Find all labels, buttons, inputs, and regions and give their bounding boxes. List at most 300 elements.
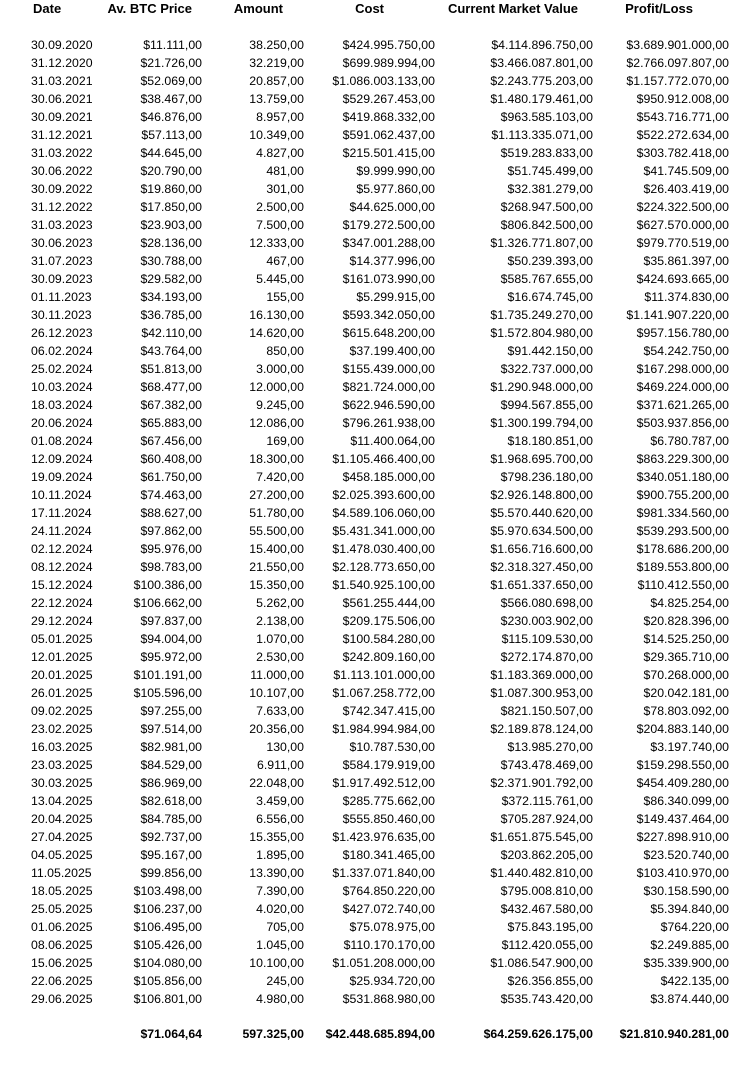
profit-loss-cell: $189.553.800,00 xyxy=(636,560,729,574)
market-value-cell: $1.968.695.700,00 xyxy=(490,452,593,466)
price-cell: $106.662,00 xyxy=(133,596,202,610)
market-value-cell: $91.442.150,00 xyxy=(507,344,593,358)
date-cell: 30.03.2025 xyxy=(31,776,93,790)
amount-cell: 850,00 xyxy=(266,344,304,358)
date-cell: 30.09.2023 xyxy=(31,272,93,286)
cost-cell: $215.501.415,00 xyxy=(342,146,435,160)
price-cell: $105.426,00 xyxy=(133,938,202,952)
amount-cell: 2.500,00 xyxy=(256,200,304,214)
date-cell: 12.01.2025 xyxy=(31,650,93,664)
date-cell: 25.02.2024 xyxy=(31,362,93,376)
price-cell: $52.069,00 xyxy=(140,74,202,88)
market-value-cell: $230.003.902,00 xyxy=(500,614,593,628)
table-row xyxy=(0,288,731,306)
price-cell: $97.837,00 xyxy=(140,614,202,628)
amount-cell: 7.390,00 xyxy=(256,884,304,898)
date-cell: 30.06.2023 xyxy=(31,236,93,250)
table-row xyxy=(0,684,731,702)
cost-cell: $155.439.000,00 xyxy=(342,362,435,376)
price-cell: $97.862,00 xyxy=(140,524,202,538)
market-value-cell: $51.745.499,00 xyxy=(507,164,593,178)
cost-cell: $424.995.750,00 xyxy=(342,38,435,52)
date-cell: 26.01.2025 xyxy=(31,686,93,700)
market-value-cell: $1.290.948.000,00 xyxy=(490,380,593,394)
profit-loss-cell: $764.220,00 xyxy=(660,920,729,934)
profit-loss-cell: $14.525.250,00 xyxy=(643,632,729,646)
table-row xyxy=(0,648,731,666)
price-cell: $104.080,00 xyxy=(133,956,202,970)
profit-loss-cell: $11.374.830,00 xyxy=(644,290,729,304)
table-row xyxy=(0,702,731,720)
cost-cell: $1.423.976.635,00 xyxy=(332,830,435,844)
amount-cell: 7.633,00 xyxy=(256,704,304,718)
price-cell: $29.582,00 xyxy=(140,272,202,286)
table-row xyxy=(0,936,731,954)
cost-cell: $584.179.919,00 xyxy=(342,758,435,772)
header-row xyxy=(0,0,731,18)
profit-loss-cell: $20.042.181,00 xyxy=(643,686,729,700)
amount-cell: 12.086,00 xyxy=(249,416,304,430)
profit-loss-cell: $3.874.440,00 xyxy=(650,992,729,1006)
amount-cell: 13.390,00 xyxy=(249,866,304,880)
table-row xyxy=(0,54,731,72)
price-cell: $42.110,00 xyxy=(141,326,202,340)
market-value-cell: $3.466.087.801,00 xyxy=(490,56,593,70)
amount-cell: 11.000,00 xyxy=(250,668,304,682)
table-row xyxy=(0,144,731,162)
price-cell: $82.981,00 xyxy=(140,740,202,754)
price-cell: $106.801,00 xyxy=(133,992,202,1006)
price-cell: $86.969,00 xyxy=(140,776,202,790)
date-cell: 30.06.2021 xyxy=(31,92,93,106)
price-cell: $67.456,00 xyxy=(140,434,202,448)
profit-loss-cell: $227.898.910,00 xyxy=(636,830,729,844)
cost-cell: $209.175.506,00 xyxy=(342,614,435,628)
table-row xyxy=(0,774,731,792)
date-cell: 08.12.2024 xyxy=(31,560,93,574)
price-cell: $46.876,00 xyxy=(140,110,202,124)
profit-loss-cell: $4.825.254,00 xyxy=(650,596,729,610)
market-value-cell: $2.189.878.124,00 xyxy=(490,722,593,736)
amount-cell: 15.350,00 xyxy=(249,578,304,592)
profit-loss-cell: $469.224.000,00 xyxy=(636,380,729,394)
table-row xyxy=(0,432,731,450)
profit-loss-cell: $29.365.710,00 xyxy=(643,650,729,664)
cost-cell: $25.934.720,00 xyxy=(349,974,435,988)
price-cell: $95.167,00 xyxy=(140,848,202,862)
amount-cell: 155,00 xyxy=(266,290,304,304)
cost-cell: $14.377.996,00 xyxy=(349,254,435,268)
date-cell: 30.11.2023 xyxy=(31,308,92,322)
cost-cell: $1.917.492.512,00 xyxy=(332,776,435,790)
amount-cell: 18.300,00 xyxy=(249,452,304,466)
date-cell: 22.06.2025 xyxy=(31,974,93,988)
amount-cell: 20.356,00 xyxy=(249,722,304,736)
date-cell: 30.09.2021 xyxy=(31,110,93,124)
cost-cell: $179.272.500,00 xyxy=(342,218,435,232)
total-price: $71.064,64 xyxy=(140,1027,202,1041)
profit-loss-cell: $35.861.397,00 xyxy=(643,254,729,268)
profit-loss-cell: $2.766.097.807,00 xyxy=(626,56,729,70)
price-cell: $28.136,00 xyxy=(140,236,202,250)
table-row xyxy=(0,558,731,576)
date-cell: 17.11.2024 xyxy=(31,506,92,520)
cost-cell: $5.299.915,00 xyxy=(356,290,435,304)
profit-loss-cell: $422.135,00 xyxy=(660,974,729,988)
table-row xyxy=(0,846,731,864)
profit-loss-cell: $110.412.550,00 xyxy=(637,578,729,592)
market-value-cell: $26.356.855,00 xyxy=(507,974,593,988)
market-value-cell: $4.114.896.750,00 xyxy=(491,38,593,52)
price-cell: $43.764,00 xyxy=(140,344,202,358)
date-cell: 29.12.2024 xyxy=(31,614,93,628)
profit-loss-cell: $167.298.000,00 xyxy=(636,362,729,376)
table-row xyxy=(0,324,731,342)
market-value-cell: $1.087.300.953,00 xyxy=(490,686,593,700)
market-value-cell: $705.287.924,00 xyxy=(500,812,593,826)
amount-cell: 169,00 xyxy=(266,434,304,448)
profit-loss-cell: $303.782.418,00 xyxy=(636,146,729,160)
table-row xyxy=(0,630,731,648)
table-row xyxy=(0,792,731,810)
profit-loss-cell: $20.828.396,00 xyxy=(643,614,729,628)
cost-cell: $100.584.280,00 xyxy=(342,632,435,646)
table-row xyxy=(0,126,731,144)
price-cell: $106.237,00 xyxy=(133,902,202,916)
amount-cell: 6.556,00 xyxy=(256,812,304,826)
cost-cell: $615.648.200,00 xyxy=(342,326,435,340)
amount-cell: 1.895,00 xyxy=(256,848,304,862)
price-cell: $84.785,00 xyxy=(140,812,202,826)
table-row xyxy=(0,900,731,918)
amount-cell: 22.048,00 xyxy=(249,776,304,790)
profit-loss-cell: $5.394.840,00 xyxy=(650,902,729,916)
market-value-cell: $795.008.810,00 xyxy=(500,884,593,898)
price-cell: $98.783,00 xyxy=(140,560,202,574)
profit-loss-cell: $979.770.519,00 xyxy=(636,236,729,250)
cost-cell: $699.989.994,00 xyxy=(342,56,435,70)
cost-cell: $1.478.030.400,00 xyxy=(332,542,435,556)
table-row xyxy=(0,864,731,882)
profit-loss-cell: $340.051.180,00 xyxy=(636,470,729,484)
total-amount: 597.325,00 xyxy=(242,1027,304,1041)
cost-cell: $4.589.106.060,00 xyxy=(332,506,435,520)
amount-cell: 7.420,00 xyxy=(256,470,304,484)
profit-loss-cell: $957.156.780,00 xyxy=(636,326,729,340)
table-row xyxy=(0,162,731,180)
amount-cell: 3.000,00 xyxy=(256,362,304,376)
table-row xyxy=(0,36,731,54)
price-cell: $38.467,00 xyxy=(140,92,202,106)
profit-loss-cell: $1.157.772.070,00 xyxy=(626,74,729,88)
amount-cell: 13.759,00 xyxy=(249,92,304,106)
price-cell: $19.860,00 xyxy=(140,182,202,196)
cost-cell: $1.540.925.100,00 xyxy=(332,578,435,592)
market-value-cell: $432.467.580,00 xyxy=(500,902,593,916)
date-cell: 01.08.2024 xyxy=(31,434,93,448)
price-cell: $101.191,00 xyxy=(133,668,202,682)
amount-cell: 15.400,00 xyxy=(249,542,304,556)
price-cell: $67.382,00 xyxy=(140,398,202,412)
amount-cell: 14.620,00 xyxy=(249,326,304,340)
profit-loss-cell: $86.340.099,00 xyxy=(643,794,729,808)
cost-cell: $5.431.341.000,00 xyxy=(332,524,435,538)
market-value-cell: $1.326.771.807,00 xyxy=(490,236,593,250)
market-value-cell: $5.970.634.500,00 xyxy=(490,524,593,538)
price-cell: $105.596,00 xyxy=(133,686,202,700)
table-row xyxy=(0,108,731,126)
profit-loss-cell: $503.937.856,00 xyxy=(636,416,729,430)
date-cell: 18.05.2025 xyxy=(31,884,93,898)
profit-loss-cell: $981.334.560,00 xyxy=(636,506,729,520)
table-row xyxy=(0,666,731,684)
price-cell: $21.726,00 xyxy=(140,56,202,70)
header-spacer xyxy=(0,18,731,36)
table-body xyxy=(0,36,731,1008)
market-value-cell: $1.480.179.461,00 xyxy=(490,92,593,106)
date-cell: 30.09.2020 xyxy=(31,38,93,52)
table-row xyxy=(0,252,731,270)
table-row xyxy=(0,396,731,414)
date-cell: 11.05.2025 xyxy=(31,866,92,880)
cost-cell: $764.850.220,00 xyxy=(342,884,435,898)
date-cell: 04.05.2025 xyxy=(31,848,93,862)
market-value-cell: $203.862.205,00 xyxy=(500,848,593,862)
table-row xyxy=(0,90,731,108)
table-row xyxy=(0,414,731,432)
market-value-cell: $1.651.337.650,00 xyxy=(490,578,593,592)
amount-cell: 10.349,00 xyxy=(249,128,304,142)
cost-cell: $1.337.071.840,00 xyxy=(332,866,435,880)
profit-loss-cell: $900.755.200,00 xyxy=(636,488,729,502)
profit-loss-cell: $454.409.280,00 xyxy=(636,776,729,790)
profit-loss-cell: $70.268.000,00 xyxy=(643,668,729,682)
profit-loss-cell: $224.322.500,00 xyxy=(636,200,729,214)
cost-cell: $1.086.003.133,00 xyxy=(332,74,435,88)
price-cell: $65.883,00 xyxy=(140,416,202,430)
amount-cell: 3.459,00 xyxy=(256,794,304,808)
cost-cell: $242.809.160,00 xyxy=(342,650,435,664)
date-cell: 20.01.2025 xyxy=(31,668,93,682)
amount-cell: 12.000,00 xyxy=(249,380,304,394)
amount-cell: 55.500,00 xyxy=(249,524,304,538)
totals-label-cell xyxy=(0,1025,97,1043)
date-cell: 10.11.2024 xyxy=(31,488,92,502)
profit-loss-cell: $2.249.885,00 xyxy=(650,938,729,952)
market-value-cell: $743.478.469,00 xyxy=(500,758,593,772)
cost-cell: $9.999.990,00 xyxy=(356,164,435,178)
total-profit-loss: $21.810.940.281,00 xyxy=(619,1027,729,1041)
header-cost: Cost xyxy=(355,1,384,16)
amount-cell: 481,00 xyxy=(266,164,304,178)
profit-loss-cell: $1.141.907.220,00 xyxy=(626,308,729,322)
market-value-cell: $75.843.195,00 xyxy=(507,920,593,934)
date-cell: 01.11.2023 xyxy=(31,290,92,304)
amount-cell: 20.857,00 xyxy=(249,74,304,88)
price-cell: $44.645,00 xyxy=(140,146,202,160)
header-profit-loss: Profit/Loss xyxy=(625,1,693,16)
cost-cell: $555.850.460,00 xyxy=(342,812,435,826)
market-value-cell: $963.585.103,00 xyxy=(500,110,593,124)
price-cell: $94.004,00 xyxy=(140,632,202,646)
table-row xyxy=(0,468,731,486)
date-cell: 12.09.2024 xyxy=(31,452,93,466)
amount-cell: 5.445,00 xyxy=(256,272,304,286)
cost-cell: $622.946.590,00 xyxy=(342,398,435,412)
market-value-cell: $806.842.500,00 xyxy=(500,218,593,232)
cost-cell: $2.025.393.600,00 xyxy=(332,488,435,502)
profit-loss-cell: $543.716.771,00 xyxy=(636,110,729,124)
date-cell: 31.12.2020 xyxy=(31,56,93,70)
header-price: Av. BTC Price xyxy=(107,1,192,16)
market-value-cell: $1.735.249.270,00 xyxy=(490,308,593,322)
date-cell: 31.03.2021 xyxy=(31,74,93,88)
date-cell: 30.09.2022 xyxy=(31,182,93,196)
profit-loss-cell: $522.272.634,00 xyxy=(636,128,729,142)
amount-cell: 4.827,00 xyxy=(256,146,304,160)
table-row xyxy=(0,828,731,846)
cost-cell: $5.977.860,00 xyxy=(356,182,435,196)
market-value-cell: $566.080.698,00 xyxy=(500,596,593,610)
cost-cell: $1.984.994.984,00 xyxy=(332,722,435,736)
market-value-cell: $1.113.335.071,00 xyxy=(491,128,593,142)
date-cell: 15.12.2024 xyxy=(31,578,93,592)
amount-cell: 12.333,00 xyxy=(249,236,304,250)
market-value-cell: $268.947.500,00 xyxy=(500,200,593,214)
price-cell: $30.788,00 xyxy=(140,254,202,268)
date-cell: 31.03.2023 xyxy=(31,218,93,232)
market-value-cell: $1.086.547.900,00 xyxy=(490,956,593,970)
table-row xyxy=(0,360,731,378)
market-value-cell: $994.567.855,00 xyxy=(500,398,593,412)
price-cell: $95.976,00 xyxy=(140,542,202,556)
cost-cell: $347.001.288,00 xyxy=(342,236,435,250)
profit-loss-cell: $204.883.140,00 xyxy=(636,722,729,736)
amount-cell: 51.780,00 xyxy=(249,506,304,520)
market-value-cell: $2.371.901.792,00 xyxy=(490,776,593,790)
amount-cell: 705,00 xyxy=(266,920,304,934)
price-cell: $100.386,00 xyxy=(133,578,202,592)
date-cell: 31.12.2021 xyxy=(31,128,93,142)
market-value-cell: $5.570.440.620,00 xyxy=(490,506,593,520)
market-value-cell: $2.318.327.450,00 xyxy=(490,560,593,574)
price-cell: $82.618,00 xyxy=(140,794,202,808)
amount-cell: 4.020,00 xyxy=(256,902,304,916)
cost-cell: $742.347.415,00 xyxy=(342,704,435,718)
cost-cell: $110.170.170,00 xyxy=(343,938,435,952)
price-cell: $106.495,00 xyxy=(133,920,202,934)
price-cell: $95.972,00 xyxy=(140,650,202,664)
date-cell: 29.06.2025 xyxy=(31,992,93,1006)
amount-cell: 2.530,00 xyxy=(256,650,304,664)
cost-cell: $561.255.444,00 xyxy=(342,596,435,610)
profit-loss-cell: $950.912.008,00 xyxy=(636,92,729,106)
table-row xyxy=(0,540,731,558)
cost-cell: $419.868.332,00 xyxy=(342,110,435,124)
profit-loss-cell: $54.242.750,00 xyxy=(643,344,729,358)
amount-cell: 2.138,00 xyxy=(256,614,304,628)
price-cell: $20.790,00 xyxy=(140,164,202,178)
total-cost: $42.448.685.894,00 xyxy=(325,1027,435,1041)
profit-loss-cell: $371.621.265,00 xyxy=(636,398,729,412)
table-row xyxy=(0,234,731,252)
table-row xyxy=(0,738,731,756)
price-cell: $11.111,00 xyxy=(143,38,202,52)
profit-loss-cell: $863.229.300,00 xyxy=(636,452,729,466)
amount-cell: 6.911,00 xyxy=(257,758,304,772)
date-cell: 19.09.2024 xyxy=(31,470,93,484)
amount-cell: 38.250,00 xyxy=(249,38,304,52)
table-row xyxy=(0,216,731,234)
cost-cell: $821.724.000,00 xyxy=(342,380,435,394)
cost-cell: $593.342.050,00 xyxy=(342,308,435,322)
amount-cell: 15.355,00 xyxy=(249,830,304,844)
cost-cell: $161.073.990,00 xyxy=(342,272,435,286)
market-value-cell: $13.985.270,00 xyxy=(507,740,593,754)
amount-cell: 5.262,00 xyxy=(256,596,304,610)
table-row xyxy=(0,594,731,612)
market-value-cell: $2.243.775.203,00 xyxy=(490,74,593,88)
date-cell: 26.12.2023 xyxy=(31,326,93,340)
market-value-cell: $112.420.055,00 xyxy=(501,938,593,952)
cost-cell: $180.341.465,00 xyxy=(342,848,435,862)
table-row xyxy=(0,954,731,972)
price-cell: $99.856,00 xyxy=(140,866,202,880)
date-cell: 08.06.2025 xyxy=(31,938,93,952)
price-cell: $51.813,00 xyxy=(140,362,202,376)
table-row xyxy=(0,720,731,738)
profit-loss-cell: $159.298.550,00 xyxy=(636,758,729,772)
amount-cell: 27.200,00 xyxy=(249,488,304,502)
date-cell: 06.02.2024 xyxy=(31,344,93,358)
date-cell: 20.04.2025 xyxy=(31,812,93,826)
profit-loss-cell: $103.410.970,00 xyxy=(636,866,729,880)
table-row xyxy=(0,972,731,990)
market-value-cell: $1.183.369.000,00 xyxy=(490,668,593,682)
market-value-cell: $1.572.804.980,00 xyxy=(490,326,593,340)
date-cell: 27.04.2025 xyxy=(31,830,93,844)
date-cell: 31.03.2022 xyxy=(31,146,93,160)
profit-loss-cell: $35.339.900,00 xyxy=(643,956,729,970)
table-row xyxy=(0,342,731,360)
table-row xyxy=(0,576,731,594)
cost-cell: $529.267.453,00 xyxy=(342,92,435,106)
table-row xyxy=(0,198,731,216)
price-cell: $103.498,00 xyxy=(133,884,202,898)
price-cell: $61.750,00 xyxy=(140,470,202,484)
profit-loss-cell: $178.686.200,00 xyxy=(636,542,729,556)
market-value-cell: $1.300.199.794,00 xyxy=(490,416,593,430)
amount-cell: 7.500,00 xyxy=(256,218,304,232)
date-cell: 25.05.2025 xyxy=(31,902,93,916)
date-cell: 16.03.2025 xyxy=(31,740,93,754)
date-cell: 10.03.2024 xyxy=(31,380,93,394)
date-cell: 15.06.2025 xyxy=(31,956,93,970)
table-row xyxy=(0,306,731,324)
profit-loss-cell: $424.693.665,00 xyxy=(636,272,729,286)
cost-cell: $458.185.000,00 xyxy=(342,470,435,484)
price-cell: $57.113,00 xyxy=(141,128,202,142)
totals-row xyxy=(0,1025,731,1043)
cost-cell: $2.128.773.650,00 xyxy=(332,560,435,574)
table-row xyxy=(0,612,731,630)
price-cell: $68.477,00 xyxy=(140,380,202,394)
amount-cell: 301,00 xyxy=(266,182,304,196)
cost-cell: $37.199.400,00 xyxy=(349,344,435,358)
cost-cell: $1.105.466.400,00 xyxy=(332,452,435,466)
profit-loss-cell: $23.520.740,00 xyxy=(643,848,729,862)
profit-loss-cell: $149.437.464,00 xyxy=(636,812,729,826)
